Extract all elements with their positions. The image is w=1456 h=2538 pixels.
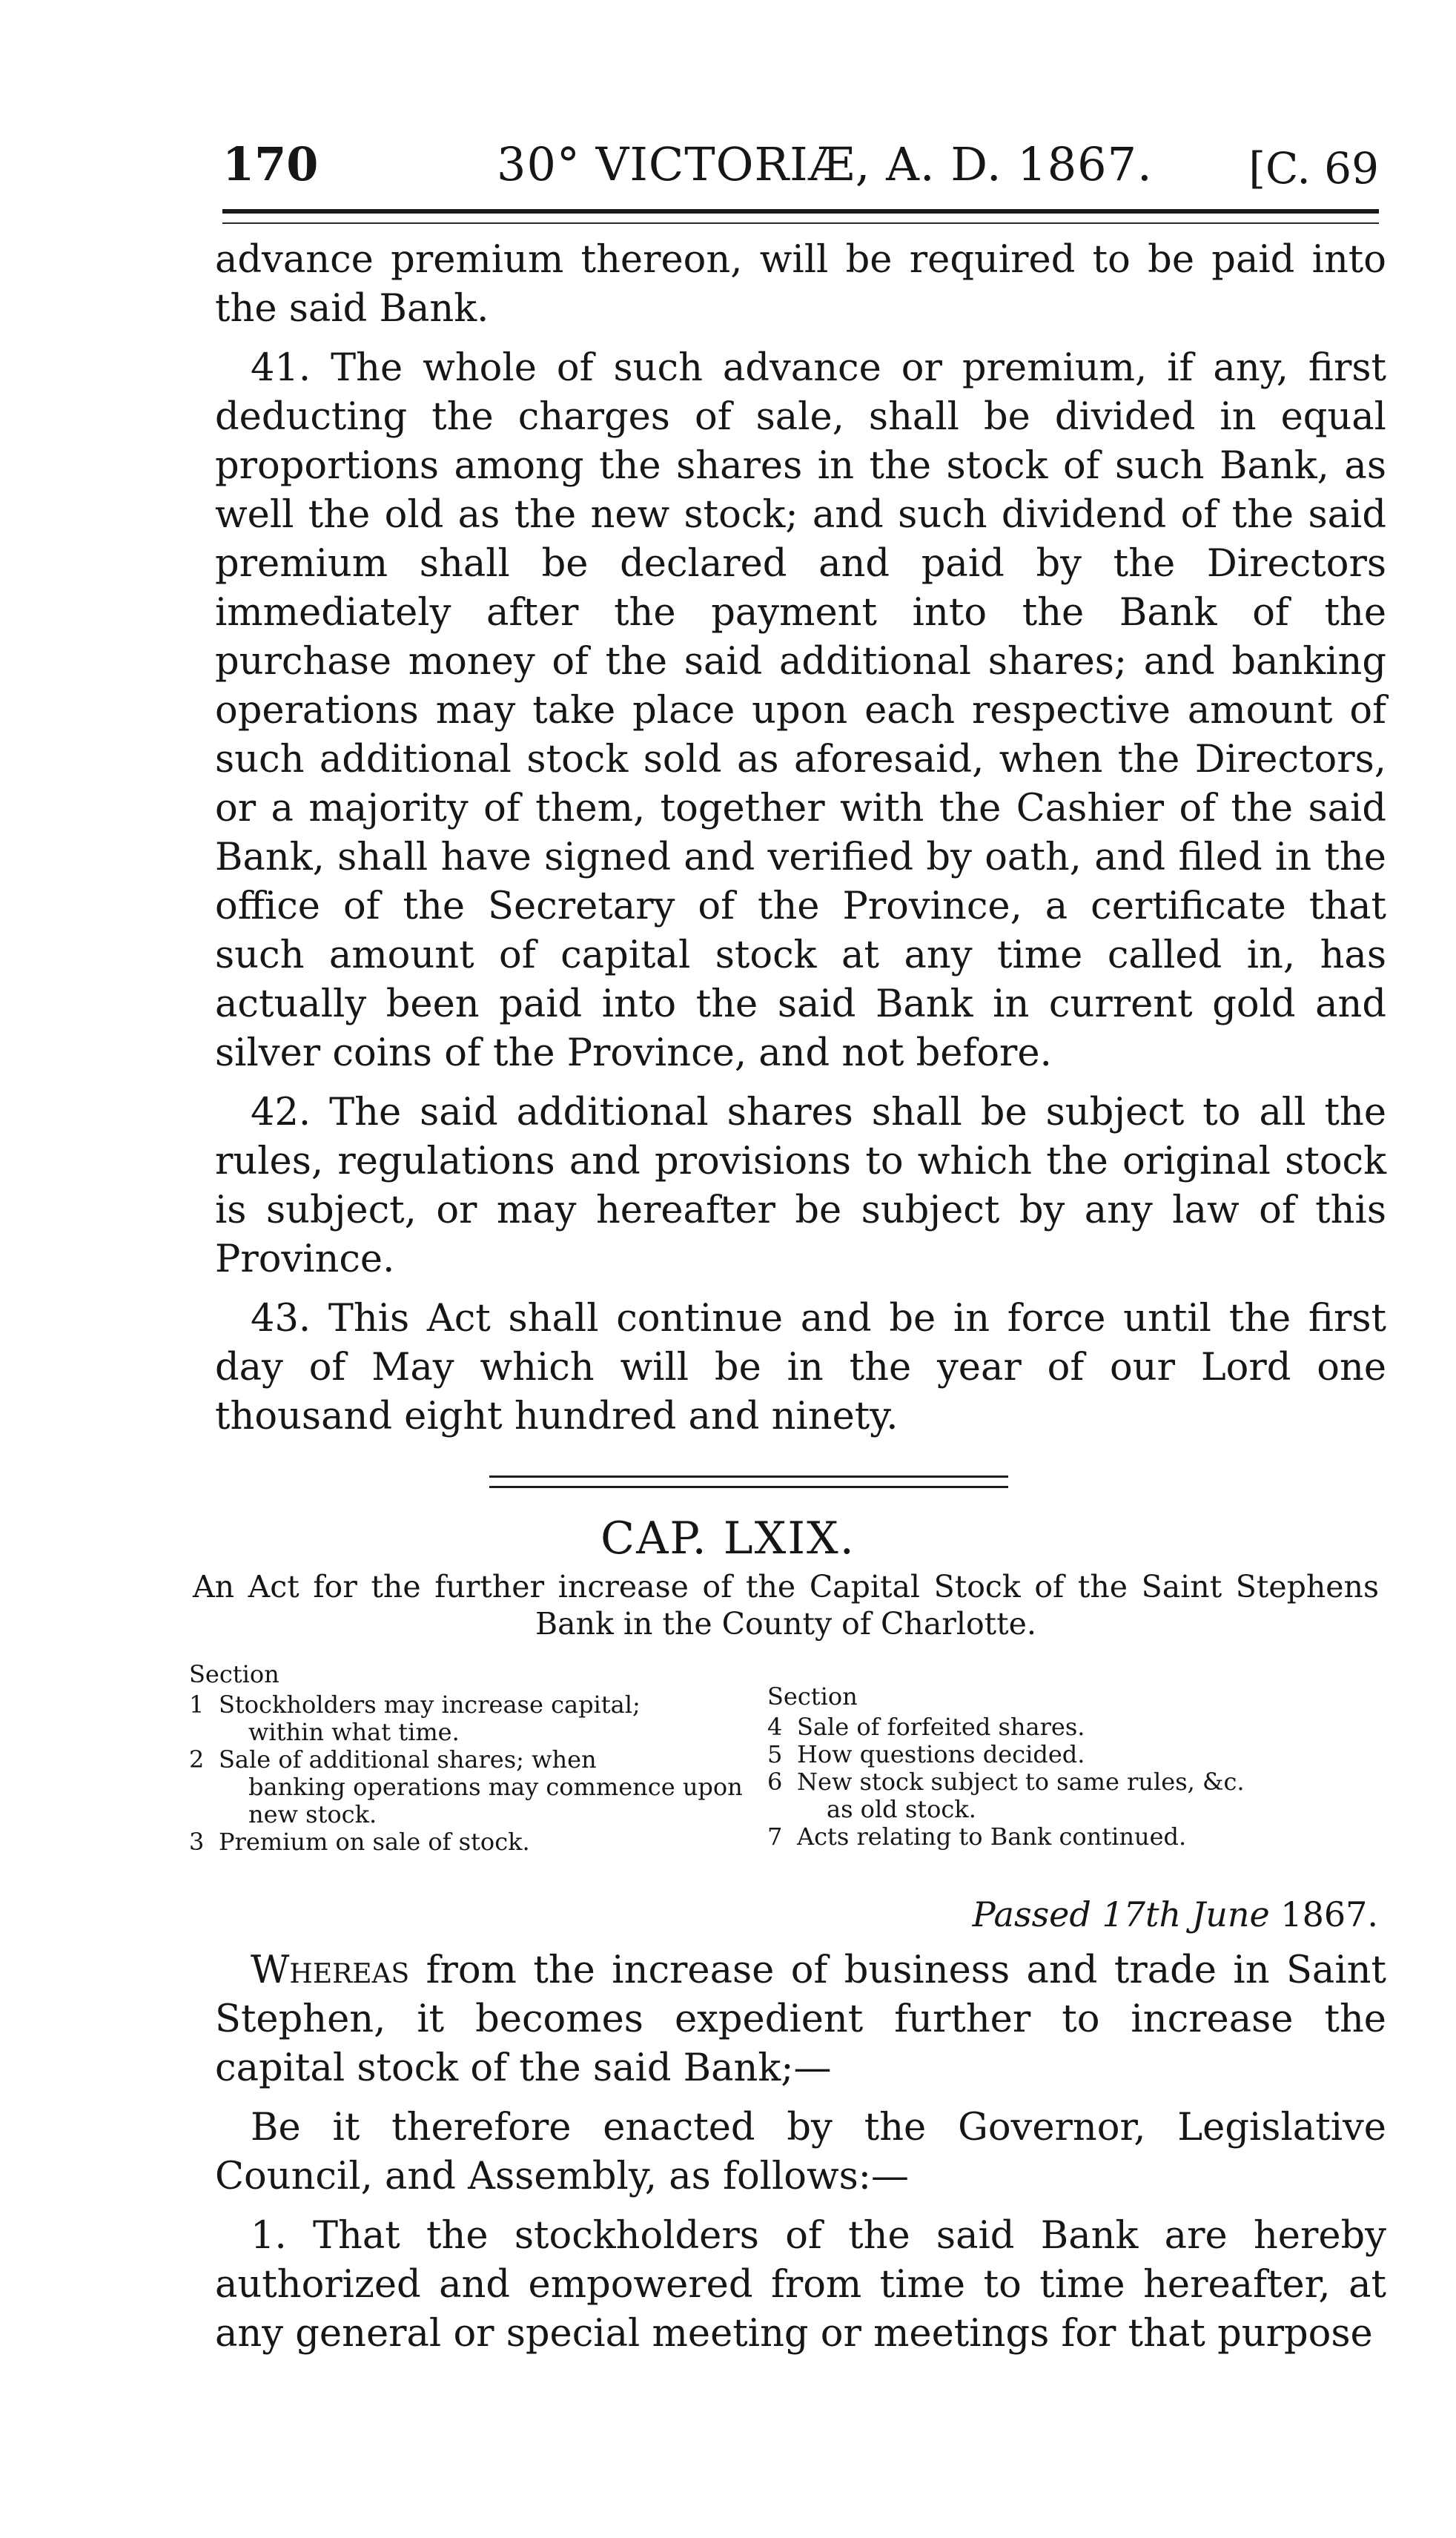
passed-day-month: 17th June [1102,1894,1270,1934]
synopsis-item-continuation: within what time. [248,1718,460,1746]
synopsis-item [767,1714,1383,1741]
synopsis-item-number: 7 [767,1822,783,1851]
passed-year: 1867. [1280,1894,1378,1934]
header-rule-thick [222,209,1379,214]
whereas-word: Whereas [251,1949,410,1992]
synopsis-item [767,1741,1383,1768]
chapter-reference: [C. 69 [1248,143,1379,194]
synopsis-item-text: Stockholders may increase capital; [219,1691,641,1719]
chapter-divider-rule-bottom [489,1486,1008,1488]
synopsis-item-number: 2 [189,1745,205,1774]
page-number: 170 [222,137,319,191]
passed-date [973,1894,1378,1934]
synopsis-item-continuation: banking operations may commence upon new stock. [248,1773,743,1828]
synopsis-item-text: New stock subject to same rules, &c. [797,1768,1245,1796]
synopsis-item-number: 1 [189,1691,205,1719]
section-41-paragraph: 41. The whole of such advance or premium, if any, first deducting the charges of sale, shall be divided in equal proportions among the shares in the stock of such Bank, as well the old as the new stock; and such dividend of the said premium shall be declared and paid by the Directors immediately after the payment into the Bank of the purchase money of the said additional shares; and banking operations may take place upon each respective amount of such additional stock sold as aforesaid, when the Directors, or a majority of them, together with the Cashier of the said Bank, shall have signed and verified by oath, and filed in the office of the Secretary of the Province, a certificate that such amount of capital stock at any time called in, has actually been paid into the said Bank in current gold and silver coins of the Province, and not before. [215,346,1386,1075]
synopsis-item [767,1823,1383,1851]
synopsis-item [189,1691,767,1746]
synopsis-item [189,1746,767,1828]
chapter-divider-rule-top [489,1475,1008,1478]
synopsis-item [767,1768,1383,1823]
synopsis-item-number: 3 [189,1828,205,1856]
act-title: An Act for the further increase of the Capital Stock of the Saint Stephens Bank in the County of Charlotte. [193,1569,1379,1642]
synopsis-item-number: 4 [767,1713,783,1741]
section-42-paragraph: 42. The said additional shares shall be subject to all the rules, regulations and provisions to which the original stock is subject, or may hereafter be subject by any law of this Province. [215,1091,1386,1281]
passed-word: Passed [972,1894,1091,1934]
synopsis-item-text: Premium on sale of stock. [219,1828,530,1856]
header-rule-thin [222,222,1379,224]
synopsis-item-text: Acts relating to Bank continued. [797,1822,1187,1851]
preamble-paragraph [215,1946,1386,2093]
synopsis-item-text: Sale of forfeited shares. [797,1713,1085,1741]
body-text-top [215,236,1386,1452]
synopsis-item-continuation: as old stock. [827,1795,976,1823]
synopsis-left-column [189,1661,767,1856]
synopsis-right-column [767,1683,1383,1851]
synopsis-item-text: Sale of additional shares; when [219,1745,597,1774]
synopsis-section-label: Section [189,1660,279,1688]
section-43-paragraph: 43. This Act shall continue and be in force until the first day of May which will be in the year of our Lord one thousand eight hundred and ninety. [215,1297,1386,1438]
synopsis-item-number: 6 [767,1768,783,1796]
running-title: 30° VICTORIÆ, A. D. 1867. [497,137,1153,191]
chapter-heading: CAP. LXIX. [600,1513,856,1564]
section-synopsis [189,1661,1383,1883]
synopsis-item-number: 5 [767,1740,783,1768]
preamble-text: from the increase of business and trade in Saint Stephen, it becomes expedient further to increase the capital stock of the said Bank;— [215,1949,1386,2090]
running-header [222,137,1379,204]
synopsis-item [189,1828,767,1856]
synopsis-item-text: How questions decided. [797,1740,1085,1768]
enacting-clause: Be it therefore enacted by the Governor, Legislative Council, and Assembly, as follows:— [215,2106,1386,2198]
synopsis-section-label: Section [767,1682,858,1711]
body-text-bottom [215,1946,1386,2369]
section-1-paragraph: 1. That the stockholders of the said Bank are hereby authorized and empowered from time to time hereafter, at any general or special meeting or meetings for that purpose [215,2214,1386,2356]
continuation-paragraph: advance premium thereon, will be required to be paid into the said Bank. [215,238,1386,331]
